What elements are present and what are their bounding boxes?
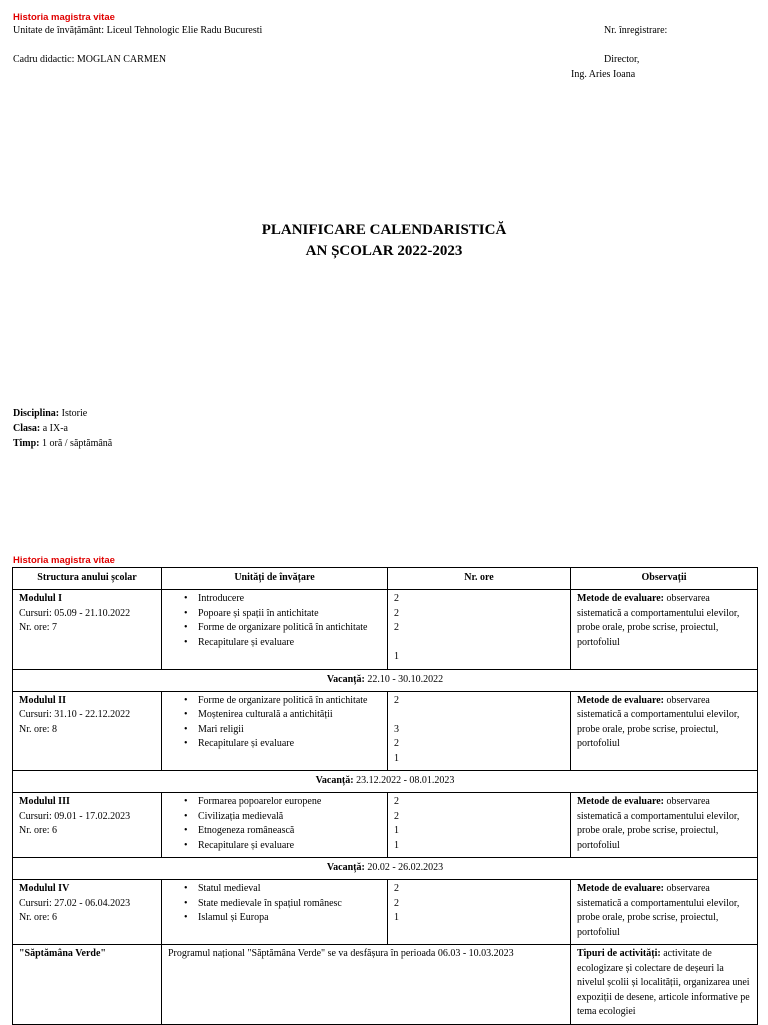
module-info	[13, 880, 162, 945]
learning-unit: • Islamul și Europa	[168, 911, 382, 926]
learning-unit: • Formarea popoarelor europene	[168, 795, 382, 810]
module-period: Cursuri: 09.01 - 17.02.2023	[19, 810, 131, 822]
discipline: Disciplina: Istorie	[13, 408, 88, 419]
learning-unit: • Statul medieval	[168, 882, 382, 897]
table-red-label: Historia magistra vitae	[13, 555, 115, 566]
hour-value: 1	[394, 752, 399, 764]
learning-unit: • State medievale în spațiul românesc	[168, 897, 382, 912]
col-header-hours: Nr. ore	[388, 568, 571, 590]
teacher: Cadru didactic: MOGLAN CARMEN	[13, 54, 167, 65]
evaluation-notes: Metode de evaluare: observarea sistematică a comportamentului elevilor, probe orale, probe scrise, proiectul, portofoliul	[571, 691, 758, 771]
hour-value	[394, 708, 565, 723]
learning-unit: • Forme de organizare politică în antichitate	[168, 621, 382, 636]
hour-value	[394, 636, 565, 651]
module-name: Modulul III	[19, 796, 70, 807]
col-header-units: Unități de învățare	[162, 568, 388, 590]
module-name: Modulul I	[19, 593, 63, 604]
header-red-label: Historia magistra vitae	[13, 12, 115, 23]
evaluation-notes: Metode de evaluare: observarea sistematică a comportamentului elevilor, probe orale, probe scrise, proiectul, portofoliul	[571, 880, 758, 945]
module-row	[13, 590, 758, 670]
unit-hours	[388, 793, 571, 858]
evaluation-notes: Metode de evaluare: observarea sistematică a comportamentului elevilor, probe orale, probe scrise, proiectul, portofoliul	[571, 590, 758, 670]
hour-value: 2	[394, 883, 399, 894]
hour-value: 2	[394, 622, 399, 633]
module-period: Cursuri: 05.09 - 21.10.2022	[19, 607, 131, 619]
director-name: Ing. Aries Ioana	[571, 69, 636, 80]
learning-units	[162, 691, 388, 771]
learning-unit: • Etnogeneza românească	[168, 824, 382, 839]
hour-value: 1	[394, 651, 399, 662]
learning-units	[162, 590, 388, 670]
module-info	[13, 793, 162, 858]
hour-value: 1	[394, 912, 399, 923]
director-label: Director,	[604, 54, 640, 65]
col-header-notes: Observații	[571, 568, 758, 590]
hour-value: 2	[394, 694, 399, 706]
vacation-row: Vacanță: 23.12.2022 - 08.01.2023	[13, 771, 758, 793]
module-hours: Nr. ore: 7	[19, 622, 58, 633]
table-header-row	[13, 568, 758, 590]
hour-value: 2	[394, 897, 399, 909]
unit-hours	[388, 880, 571, 945]
module-name: Modulul II	[19, 694, 66, 706]
school-year-title: AN ȘCOLAR 2022-2023	[305, 243, 463, 259]
learning-unit: • Recapitulare și evaluare	[168, 839, 382, 854]
document-title: PLANIFICARE CALENDARISTICĂ	[261, 222, 507, 238]
learning-unit: • Mari religii	[168, 723, 382, 738]
learning-units	[162, 880, 388, 945]
green-week-row	[13, 945, 758, 1025]
evaluation-notes: Metode de evaluare: observarea sistematică a comportamentului elevilor, probe orale, probe scrise, proiectul, portofoliul	[571, 793, 758, 858]
class: Clasa: a IX-a	[13, 423, 68, 434]
module-row	[13, 793, 758, 858]
learning-unit: • Forme de organizare politică în antichitate	[168, 694, 382, 709]
learning-unit: • Popoare și spații în antichitate	[168, 607, 382, 622]
hour-value: 3	[394, 723, 399, 735]
module-info	[13, 691, 162, 771]
registration-number: Nr. înregistrare:	[604, 25, 668, 36]
learning-unit: • Moștenirea culturală a antichității	[168, 708, 382, 723]
module-period: Cursuri: 27.02 - 06.04.2023	[19, 897, 131, 909]
unit-hours	[388, 590, 571, 670]
learning-unit: • Recapitulare și evaluare	[168, 636, 382, 651]
green-week-title: "Săptămâna Verde"	[19, 948, 106, 959]
module-info	[13, 590, 162, 670]
planning-table	[12, 567, 758, 1025]
hour-value: 1	[394, 839, 399, 851]
hour-value: 2	[394, 796, 399, 807]
learning-unit: • Civilizația medievală	[168, 810, 382, 825]
hour-value: 2	[394, 738, 399, 749]
learning-unit: • Introducere	[168, 592, 382, 607]
hour-value: 1	[394, 825, 399, 836]
module-hours: Nr. ore: 6	[19, 912, 58, 923]
module-row	[13, 691, 758, 771]
hour-value: 2	[394, 810, 399, 822]
hour-value: 2	[394, 593, 399, 604]
unit-hours	[388, 691, 571, 771]
time-allocation: Timp: 1 oră / săptămână	[13, 438, 113, 449]
module-name: Modulul IV	[19, 883, 70, 894]
vacation-row: Vacanță: 22.10 - 30.10.2022	[13, 669, 758, 691]
green-week-activities: Tipuri de activități: activitate de ecologizare și colectare de deșeuri la nivelul școlii și localității, organizarea unei expoziții de desene, articole informative pe tema ecologiei	[571, 945, 758, 1025]
hour-value: 2	[394, 607, 399, 619]
learning-units	[162, 793, 388, 858]
module-row	[13, 880, 758, 945]
col-header-structure: Structura anului școlar	[13, 568, 162, 590]
module-period: Cursuri: 31.10 - 22.12.2022	[19, 709, 131, 720]
learning-unit: • Recapitulare și evaluare	[168, 737, 382, 752]
school-unit: Unitate de învățământ: Liceul Tehnologic Elie Radu Bucuresti	[13, 25, 263, 36]
module-hours: Nr. ore: 6	[19, 825, 58, 836]
green-week-program: Programul național "Săptămâna Verde" se va desfășura în perioada 06.03 - 10.03.2023	[162, 945, 571, 1025]
module-hours: Nr. ore: 8	[19, 723, 58, 735]
vacation-row: Vacanță: 20.02 - 26.02.2023	[13, 858, 758, 880]
